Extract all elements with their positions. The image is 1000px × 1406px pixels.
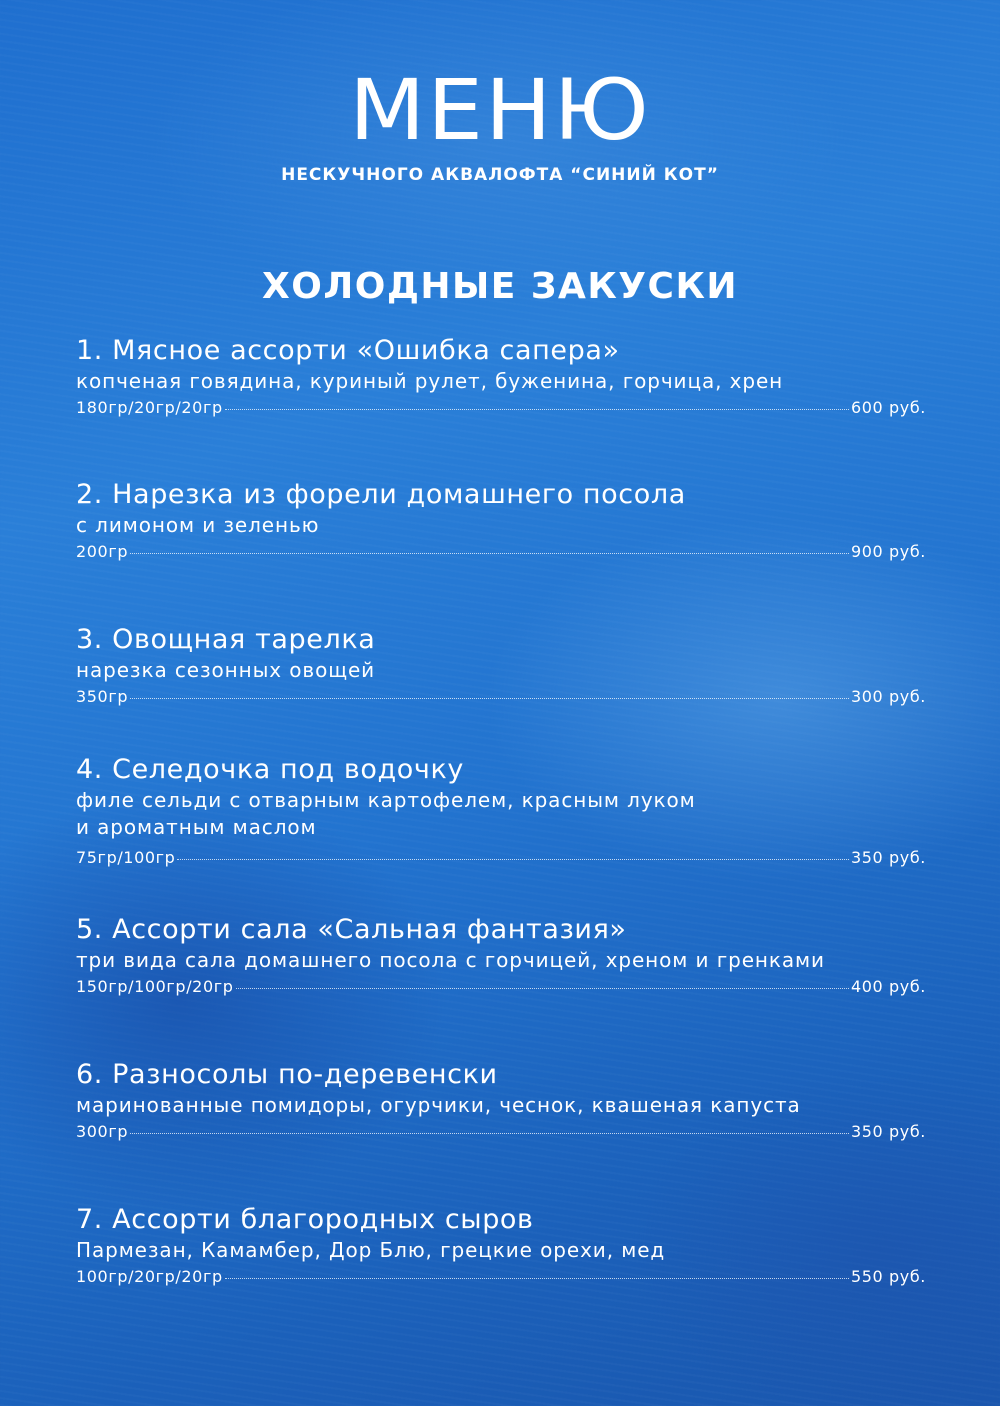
item-weight: 180гр/20гр/20гр (76, 398, 223, 417)
item-price: 600 руб. (850, 398, 926, 417)
menu-item (76, 913, 926, 998)
menu-item (76, 623, 926, 708)
item-weight: 150гр/100гр/20гр (76, 977, 234, 996)
item-name: 5. Ассорти сала «Сальная фантазия» (76, 914, 627, 945)
item-name: 6. Разносолы по-деревенски (76, 1059, 498, 1090)
item-name: 4. Селедочка под водочку (76, 754, 464, 785)
dotted-leader (130, 553, 849, 554)
item-price-line (76, 541, 926, 563)
menu-header (0, 62, 1000, 186)
item-name: 7. Ассорти благородных сыров (76, 1204, 534, 1235)
item-name: 3. Овощная тарелка (76, 624, 376, 655)
menu-item (76, 753, 926, 869)
dotted-leader (177, 859, 849, 860)
item-weight: 75гр/100гр (76, 848, 176, 867)
dotted-leader (130, 1133, 849, 1134)
menu-item (76, 1203, 926, 1288)
section-title: ХОЛОДНЫЕ ЗАКУСКИ (261, 266, 739, 307)
item-price-line (76, 397, 926, 419)
item-description: три вида сала домашнего посола с горчицей, хреном и гренками (76, 948, 825, 972)
menu-item (76, 478, 926, 563)
item-price: 400 руб. (850, 977, 926, 996)
item-name: 2. Нарезка из форели домашнего посола (76, 479, 686, 510)
item-price: 350 руб. (850, 1122, 926, 1141)
item-weight: 300гр (76, 1122, 129, 1141)
item-description: и ароматным маслом (76, 815, 317, 839)
item-description: Пармезан, Камамбер, Дор Блю, грецкие орехи, мед (76, 1238, 666, 1262)
menu-item (76, 1058, 926, 1143)
item-price: 550 руб. (850, 1267, 926, 1286)
menu-subtitle: НЕСКУЧНОГО АКВАЛОФТА “СИНИЙ КОТ” (281, 165, 719, 185)
item-price-line (76, 847, 926, 869)
dotted-leader (225, 1278, 849, 1279)
item-weight: 100гр/20гр/20гр (76, 1267, 223, 1286)
item-weight: 350гр (76, 687, 129, 706)
item-description: с лимоном и зеленью (76, 513, 320, 537)
item-description: нарезка сезонных овощей (76, 658, 376, 682)
menu-title: МЕНЮ (349, 61, 651, 159)
item-price: 350 руб. (850, 848, 926, 867)
item-price: 900 руб. (850, 542, 926, 561)
item-description: маринованные помидоры, огурчики, чеснок, квашеная капуста (76, 1093, 801, 1117)
item-price: 300 руб. (850, 687, 926, 706)
item-price-line (76, 1266, 926, 1288)
item-weight: 200гр (76, 542, 129, 561)
dotted-leader (130, 698, 849, 699)
dotted-leader (225, 409, 849, 410)
item-price-line (76, 686, 926, 708)
item-name: 1. Мясное ассорти «Ошибка сапера» (76, 335, 620, 366)
dotted-leader (236, 988, 849, 989)
item-description: филе сельди с отварным картофелем, красным луком (76, 788, 696, 812)
item-price-line (76, 976, 926, 998)
item-description: копченая говядина, куриный рулет, буженина, горчица, хрен (76, 369, 784, 393)
item-price-line (76, 1121, 926, 1143)
menu-item (76, 334, 926, 419)
